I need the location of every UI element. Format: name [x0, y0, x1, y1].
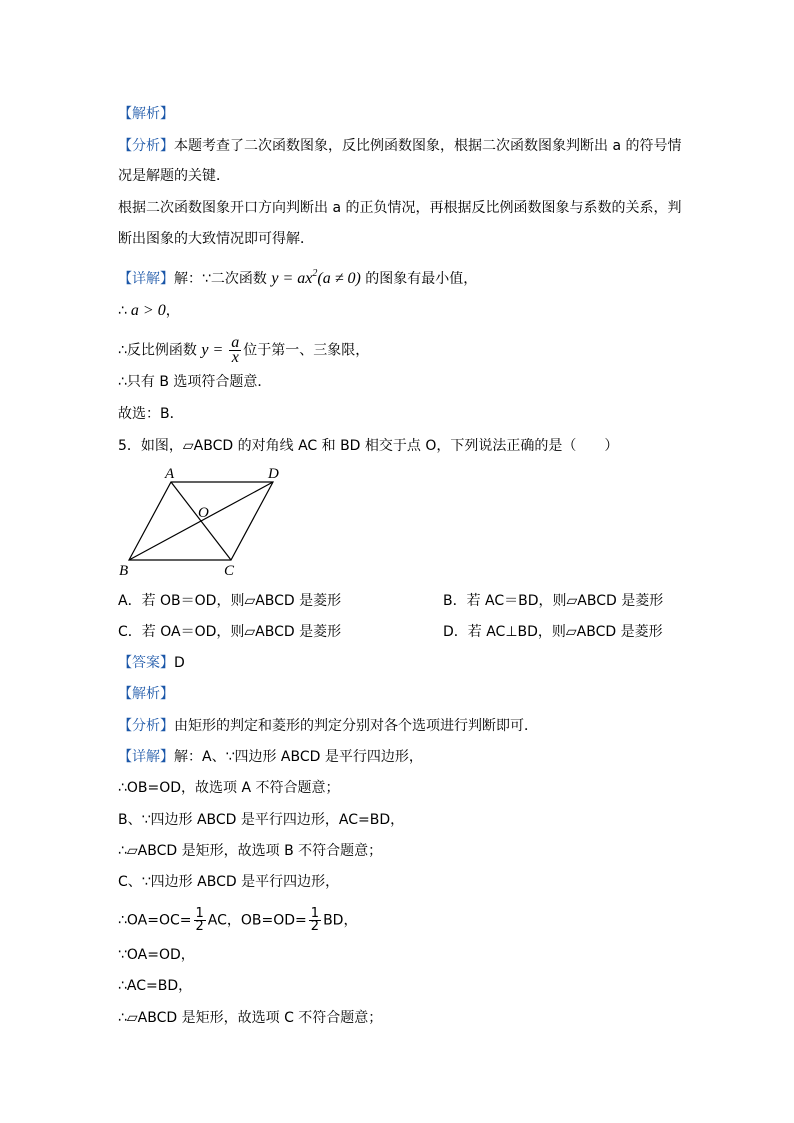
answer-line [118, 653, 185, 673]
formula-exponent: 2 [312, 268, 318, 279]
answer-tag: 【答案】 [118, 655, 174, 671]
formula-condition: (a ≠ 0) [317, 270, 361, 287]
step-5-part-b: AC，OB=OD= [207, 912, 307, 929]
detail-tag: 【详解】 [118, 271, 174, 287]
option-c: C．若 OA＝OD，则▱ABCD 是菱形 [118, 624, 342, 640]
label-o: O [198, 505, 209, 521]
inverse-y: y [201, 341, 209, 359]
detail-text-post: 的图象有最小值， [360, 271, 478, 287]
analysis-tag-2: 【分析】 [118, 718, 174, 734]
half-denominator-2: 2 [310, 919, 320, 934]
answer-value: D [174, 655, 185, 671]
analysis-paragraph-line-2: 况是解题的关键． [118, 168, 230, 184]
choice-statement: 故选：B． [118, 406, 184, 422]
analysis-heading-2: 【解析】 [118, 686, 174, 702]
formula-y: y [271, 270, 279, 287]
inverse-fraction [229, 336, 241, 365]
analysis-paragraph-line-4: 断出图象的大致情况即可得解． [118, 231, 314, 247]
fraction-denominator: x [231, 349, 239, 366]
solution-step-8: ∴▱ABCD 是矩形，故选项 C 不符合题意； [118, 1010, 383, 1026]
label-d: D [268, 466, 279, 482]
parallelogram-figure [118, 462, 288, 578]
comma: ， [165, 303, 180, 319]
half-numerator-1: 1 [195, 906, 204, 921]
analysis-paragraph-line-1 [118, 136, 681, 156]
detail-line-2 [118, 301, 180, 321]
a-positive: a > 0 [126, 302, 166, 319]
analysis-paragraph-line-3: 根据二次函数图象开口方向判断出 a 的正负情况，再根据反比例函数图象与系数的关系，判 [118, 200, 682, 216]
analysis-line-2 [118, 716, 538, 736]
therefore-symbol: ∴ [118, 303, 127, 319]
label-b: B [119, 563, 129, 578]
detail-line-2-1 [118, 747, 423, 767]
question-5-stem: 5．如图，▱ABCD 的对角线 AC 和 BD 相交于点 O，下列说法正确的是（ ） [118, 438, 619, 454]
half-fraction-1 [194, 908, 206, 933]
detail-line-1 [118, 264, 477, 289]
analysis-tag: 【分析】 [118, 138, 174, 154]
label-c: C [224, 563, 235, 578]
label-a: A [165, 466, 175, 482]
analysis-heading: 【解析】 [118, 106, 174, 122]
detail-line-4: ∴只有 B 选项符合题意． [118, 374, 272, 390]
inverse-eq: = [208, 341, 228, 359]
detail-text-pre: 解：∵二次函数 [174, 271, 272, 287]
half-fraction-2 [309, 908, 321, 933]
inverse-function-pre: ∴反比例函数 [118, 342, 202, 359]
analysis-text: 本题考查了二次函数图象，反比例函数图象，根据二次函数图象判断出 a 的符号情 [174, 138, 682, 154]
half-denominator-1: 2 [195, 919, 204, 934]
detail-tag-2: 【详解】 [118, 749, 174, 765]
option-b: B．若 AC＝BD，则▱ABCD 是菱形 [443, 593, 664, 609]
solution-step-7: ∴AC=BD， [118, 978, 193, 994]
option-d: D．若 AC⊥BD，则▱ABCD 是菱形 [443, 624, 663, 640]
step-5-part-c: BD， [323, 912, 358, 929]
solution-step-4: C、∵四边形 ABCD 是平行四边形， [118, 874, 340, 890]
analysis-text-2: 由矩形的判定和菱形的判定分别对各个选项进行判断即可． [174, 718, 538, 734]
fraction-numerator: a [231, 334, 240, 351]
half-numerator-2: 1 [310, 906, 320, 921]
solution-step-3: ∴▱ABCD 是矩形，故选项 B 不符合题意； [118, 843, 383, 859]
inverse-function-post: 位于第一、三象限， [243, 342, 370, 359]
step-5-part-a: ∴OA=OC= [118, 912, 192, 929]
formula-eq: = ax [278, 270, 313, 287]
solution-step-5 [118, 908, 357, 933]
solution-step-1: ∴OB=OD，故选项 A 不符合题意； [118, 780, 340, 796]
solution-step-6: ∵OA=OD， [118, 947, 195, 963]
detail-line-3 [118, 336, 369, 365]
option-a: A．若 OB＝OD，则▱ABCD 是菱形 [118, 593, 342, 609]
solution-step-2: B、∵四边形 ABCD 是平行四边形，AC=BD， [118, 812, 405, 828]
detail-text-2: 解：A、∵四边形 ABCD 是平行四边形， [174, 749, 423, 765]
